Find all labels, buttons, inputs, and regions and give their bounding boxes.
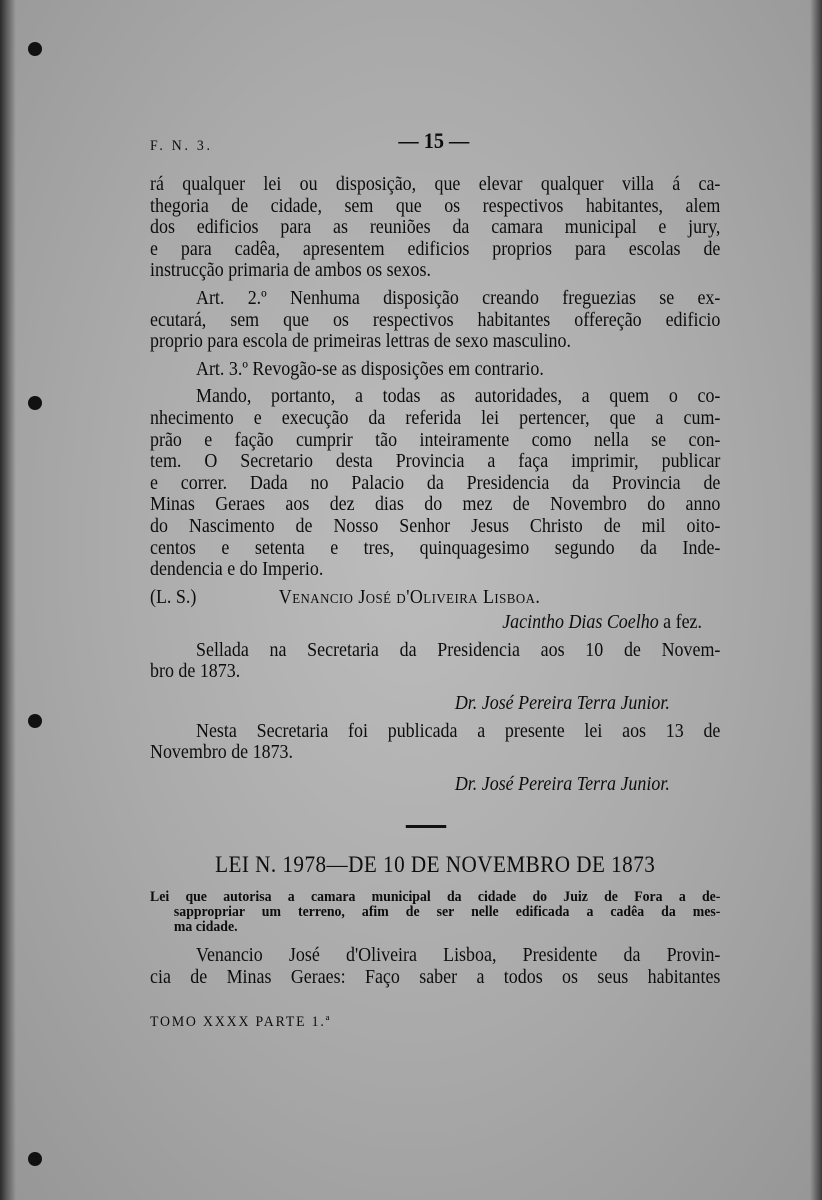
law-summary <box>150 890 720 935</box>
clerk-line <box>150 612 720 634</box>
signature-row <box>150 587 720 609</box>
text-line: centos e setenta e tres, quinquagesimo segundo da Inde- <box>150 537 721 559</box>
text-line: bro de 1873. <box>150 661 241 683</box>
signature-mark: TOMO XXXX PARTE 1.ª <box>150 1014 332 1031</box>
text-line: nhecimento e execução da referida lei pertencer, que a cum- <box>150 407 721 429</box>
seal-mark: (L. S.) <box>150 586 197 608</box>
text-line: dendencia e do Imperio. <box>150 559 324 581</box>
secretary-signature: Dr. José Pereira Terra Junior. <box>454 693 670 715</box>
law-title: LEI N. 1978—DE 10 DE NOVEMBRO DE 1873 <box>215 852 656 878</box>
text-line: Mando, portanto, a todas as autoridades, a quem o co- <box>196 386 721 408</box>
secretary-signature: Dr. José Pereira Terra Junior. <box>454 773 670 795</box>
text-line: Art. 3.º Revogão-se as disposições em contrario. <box>196 358 544 380</box>
text-line: Art. 2.º Nenhuma disposição creando freguezias se ex- <box>196 287 721 309</box>
text-line: Minas Geraes aos dez dias do mez de Novembro do anno <box>150 494 721 516</box>
text-line: ecutará, sem que os respectivos habitantes offereção edificio <box>150 309 721 331</box>
text-line: sappropriar um terreno, afim de ser nelle edificada a cadêa da mes- <box>173 904 721 921</box>
text-line: Lei que autorisa a camara municipal da cidade do Juiz de Fora a de- <box>150 889 721 906</box>
page-number: — 15 — <box>398 128 470 153</box>
text-line: dos edificios para as reuniões da camara municipal e jury, <box>150 217 721 239</box>
text-line: ma cidade. <box>173 919 238 936</box>
binding-hole <box>28 42 42 56</box>
text-line: instrucção primaria de ambos os sexos. <box>150 260 431 282</box>
clerk-name: Jacintho Dias Coelho <box>502 612 659 634</box>
law-opening <box>150 945 720 988</box>
text-line: Venancio José d'Oliveira Lisboa, Presidente da Provin- <box>196 945 721 967</box>
section-divider <box>406 825 446 828</box>
text-line: thegoria de cidade, sem que os respectivos habitantes, alem <box>150 195 721 217</box>
text-line: e correr. Dada no Palacio da Presidencia da Provincia de <box>150 472 721 494</box>
document-page <box>150 130 720 1034</box>
promulgation-paragraph <box>150 386 720 580</box>
sealing-note <box>150 640 720 683</box>
page-right-edge-shadow <box>810 0 822 1200</box>
article-2 <box>150 288 720 353</box>
series-code: F. N. 3. <box>150 138 213 154</box>
binding-hole <box>28 714 42 728</box>
page-header <box>150 130 720 174</box>
text-line: Novembro de 1873. <box>150 742 294 764</box>
text-line: cia de Minas Geraes: Faço saber a todos os seus habitantes <box>150 966 721 988</box>
text-line: do Nascimento de Nosso Senhor Jesus Christo de mil oito- <box>150 515 721 537</box>
binding-hole <box>28 396 42 410</box>
president-signature: Venancio José d'Oliveira Lisboa. <box>278 586 541 608</box>
text-line: rá qualquer lei ou disposição, que elevar qualquer villa á ca- <box>150 174 721 195</box>
publication-note <box>150 721 720 764</box>
binding-hole <box>28 1152 42 1166</box>
text-line: e para cadêa, apresentem edificios proprios para escolas de <box>150 238 721 260</box>
paragraph-continuation <box>150 174 720 282</box>
text-line: tem. O Secretario desta Provincia a faça imprimir, publicar <box>150 451 721 473</box>
text-line: Nesta Secretaria foi publicada a presente lei aos 13 de <box>196 720 721 742</box>
text-line: prão e fação cumprir tão inteiramente como nella se con- <box>150 429 721 451</box>
article-3 <box>150 359 720 381</box>
page-left-edge-shadow <box>0 0 16 1200</box>
text-line: proprio para escola de primeiras lettras de sexo masculino. <box>150 331 571 353</box>
clerk-suffix: a fez. <box>658 612 702 634</box>
text-line: Sellada na Secretaria da Presidencia aos 10 de Novem- <box>196 639 721 661</box>
